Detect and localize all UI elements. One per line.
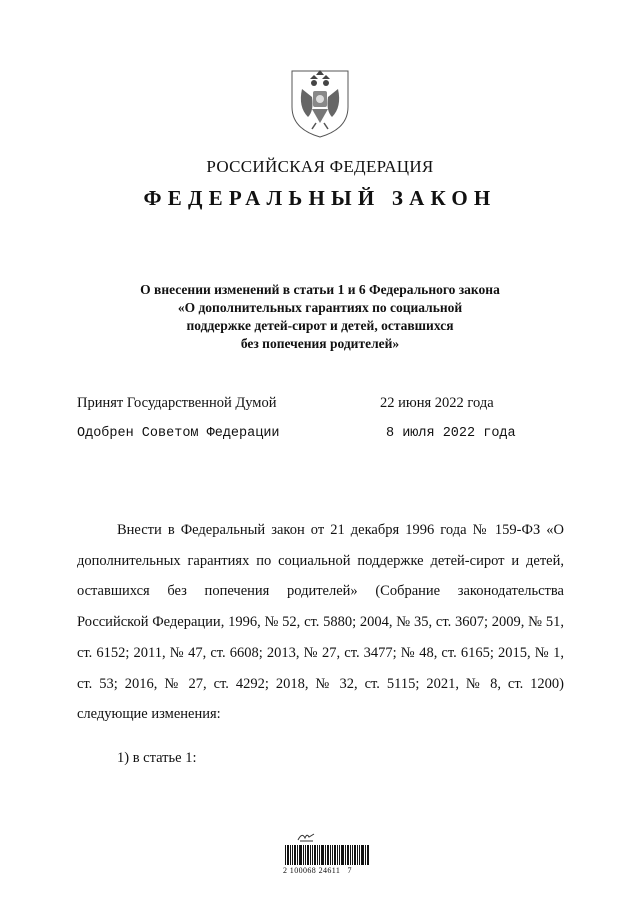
council-approval-label: Одобрен Советом Федерации — [77, 426, 280, 441]
law-title — [90, 281, 550, 353]
barcode-number: 2 100068 24611 7 — [283, 866, 352, 875]
law-title-line: О внесении изменений в статьи 1 и 6 Федерального закона — [140, 282, 500, 297]
law-title-line: «О дополнительных гарантиях по социальной — [177, 300, 463, 315]
duma-adoption-date: 22 июня 2022 года — [380, 395, 494, 411]
signature-mark-icon — [296, 830, 316, 842]
law-title-line: без попечения родителей» — [240, 336, 400, 351]
duma-adoption-label: Принят Государственной Думой — [77, 395, 277, 411]
coat-of-arms-icon — [288, 67, 352, 139]
document-type: ФЕДЕРАЛЬНЫЙ ЗАКОН — [143, 186, 497, 210]
barcode-icon — [285, 845, 369, 865]
council-approval-date: 8 июля 2022 года — [386, 426, 516, 441]
law-title-line: поддержке детей-сирот и детей, оставшихся — [186, 318, 454, 333]
country-name: РОССИЙСКАЯ ФЕДЕРАЦИЯ — [206, 157, 434, 176]
body-paragraph: Внести в Федеральный закон от 21 декабря 1996 года № 159-ФЗ «О дополнительных гарантиях по социальной поддержке детей-сирот и детей, оставшихся без попечения родителей» (Собрание законодательства Российской Федерации, 1996, № 52, ст. 5880; 2004, № 35, ст. 3607; 2009, № 51, ст. 6152; 2011, № 47, ст. 6608; 2013, № 27, ст. 3477; № 48, ст. 6165; 2015, № 1, ст. 53; 2016, № 27, ст. 4292; 2018, № 32, ст. 5115; 2021, № 8, ст. 1200) следующие изменения: — [77, 522, 564, 723]
list-item: 1) в статье 1: — [117, 750, 197, 766]
